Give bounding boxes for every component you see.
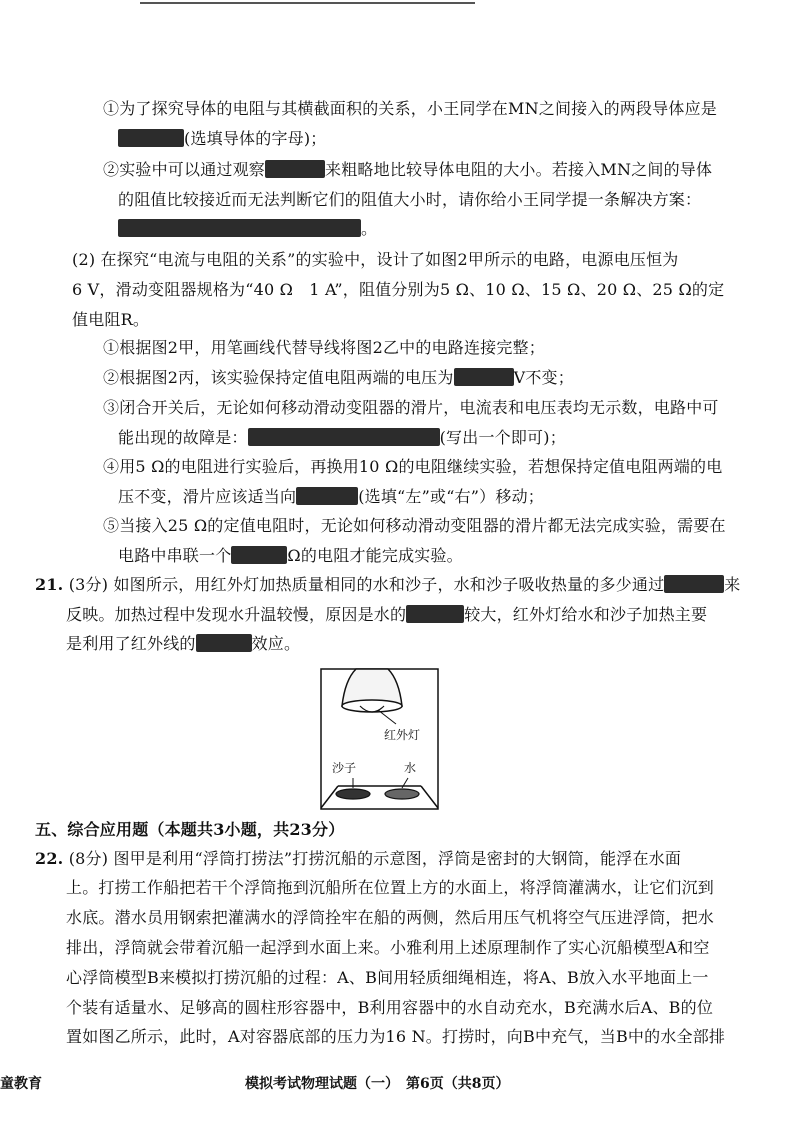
redacted-answer	[296, 487, 358, 505]
lamp-leader-line	[378, 710, 396, 724]
footer-page-info: 模拟考试物理试题（一） 第6页（共8页）	[245, 1076, 510, 1092]
q20-2-item2: ②根据图2丙，该实验保持定值电阻两端的电压为 V不变；	[103, 368, 574, 387]
lamp-opening	[342, 700, 402, 712]
q20-2-item5-line2: 电路中串联一个 Ω的电阻才能完成实验。	[118, 546, 463, 565]
section5-heading: 五、综合应用题（本题共3小题，共23分）	[35, 820, 345, 839]
q21-line1: 21. (3分) 如图所示，用红外灯加热质量相同的水和沙子，水和沙子吸收热量的多少通过 来	[35, 575, 741, 594]
q20-2-item3-line1: ③闭合开关后，无论如何移动滑动变阻器的滑片，电流表和电压表均无示数，电路中可	[103, 398, 719, 417]
sand-label: 沙子	[332, 761, 357, 775]
q20-2-line1: (2) 在探究“电流与电阻的关系”的实验中，设计了如图2甲所示的电路，电源电压恒为	[72, 250, 679, 269]
q20-1-item1-line2: (选填导体的字母)；	[118, 128, 327, 150]
infrared-lamp-diagram	[320, 668, 439, 810]
redacted-answer	[454, 368, 514, 386]
redacted-answer	[265, 160, 325, 178]
top-rule	[140, 2, 475, 4]
infrared-lamp-figure	[320, 668, 439, 810]
q20-1-item2-line3: 。	[118, 218, 377, 240]
table-right-edge	[421, 786, 438, 808]
water-dish	[385, 789, 419, 799]
redacted-answer	[231, 546, 287, 564]
lamp-label: 红外灯	[384, 728, 421, 742]
q20-2-line3: 值电阻R。	[72, 310, 150, 329]
q22-line5: 心浮筒模型B来模拟打捞沉船的过程：A、B间用轻质细绳相连，将A、B放入水平地面上一	[66, 968, 709, 987]
q20-2-item5-line1: ⑤当接入25 Ω的定值电阻时，无论如何移动滑动变阻器的滑片都无法完成实验，需要在	[103, 516, 726, 535]
redacted-answer	[248, 428, 440, 446]
redacted-answer	[406, 605, 464, 623]
footer-publisher: 童教育	[0, 1076, 42, 1092]
table-left-edge	[321, 786, 338, 808]
redacted-answer	[118, 219, 361, 237]
redacted-answer	[118, 129, 184, 147]
q20-2-item4-line1: ④用5 Ω的电阻进行实验后，再换用10 Ω的电阻继续实验，若想保持定值电阻两端的电	[103, 457, 723, 476]
q20-2-line2: 6 V，滑动变阻器规格为“40 Ω 1 A”，阻值分别为5 Ω、10 Ω、15 Ω、20 Ω、25 Ω的定	[72, 280, 725, 299]
q21-line2: 反映。加热过程中发现水升温较慢，原因是水的 较大，红外灯给水和沙子加热主要	[66, 605, 708, 624]
q20-2-item3-line2: 能出现的故障是： (写出一个即可)；	[118, 428, 566, 447]
q22-line2: 上。打捞工作船把若干个浮筒拖到沉船所在位置上方的水面上，将浮筒灌满水，让它们沉到	[66, 878, 715, 897]
sand-dish	[336, 789, 370, 799]
redacted-answer	[196, 634, 252, 652]
q20-2-item1: ①根据图2甲，用笔画线代替导线将图2乙中的电路连接完整；	[103, 338, 545, 357]
q22-line1: 22. (8分) 图甲是利用“浮筒打捞法”打捞沉船的示意图，浮筒是密封的大钢筒，能浮在水面	[35, 849, 682, 868]
q20-1-item1-line1: ①为了探究导体的电阻与其横截面积的关系，小王同学在MN之间接入的两段导体应是	[103, 99, 717, 118]
q20-1-item2-line2: 的阻值比较接近而无法判断它们的阻值大小时，请你给小王同学提一条解决方案：	[118, 190, 702, 209]
redacted-answer	[664, 575, 724, 593]
q20-2-item4-line2: 压不变，滑片应该适当向 (选填“左”或“右”）移动；	[118, 487, 544, 506]
q22-line3: 水底。潜水员用钢索把灌满水的浮筒拴牢在船的两侧，然后用压气机将空气压进浮筒，把水	[66, 908, 715, 927]
water-label: 水	[404, 761, 417, 775]
q22-line4: 排出，浮筒就会带着沉船一起浮到水面上来。小雅利用上述原理制作了实心沉船模型A和空	[66, 938, 710, 957]
q22-line7: 置如图乙所示，此时，A对容器底部的压力为16 N。打捞时，向B中充气，当B中的水全部排	[66, 1027, 726, 1046]
q21-line3: 是利用了红外线的 效应。	[66, 634, 301, 653]
q20-1-item2-line1: ②实验中可以通过观察 来粗略地比较导体电阻的大小。若接入MN之间的导体	[103, 160, 713, 179]
q22-line6: 个装有适量水、足够高的圆柱形容器中，B利用容器中的水自动充水，B充满水后A、B的位	[66, 998, 714, 1017]
